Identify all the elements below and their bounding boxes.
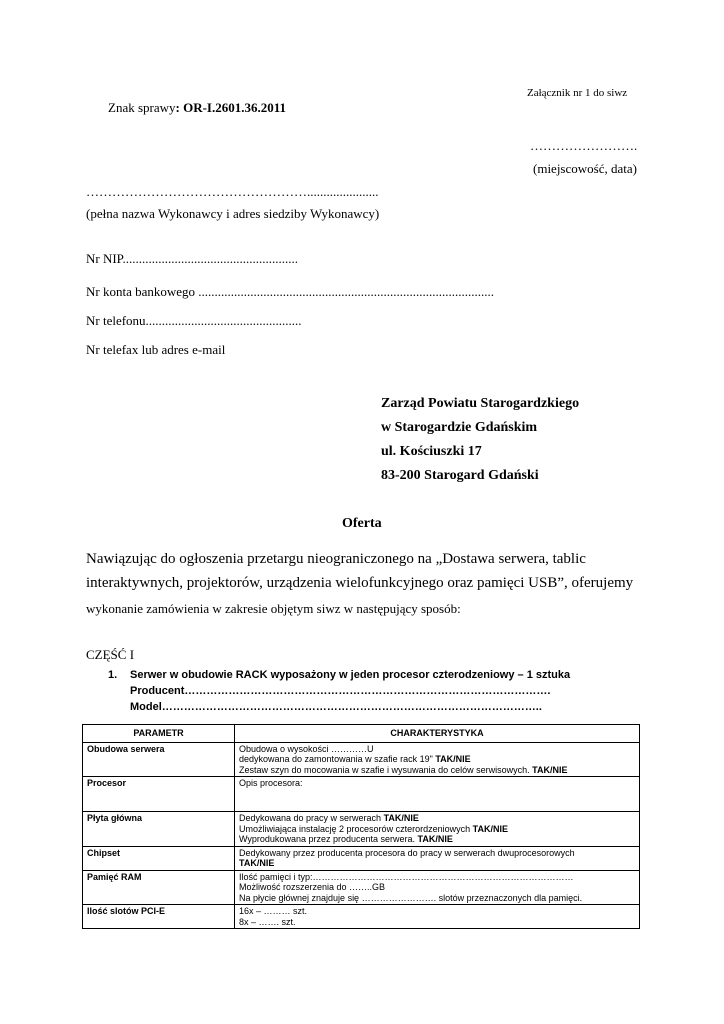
yes-no-flag: TAK/NIE [417, 834, 453, 844]
offer-title: Oferta [342, 516, 382, 531]
spec-line: Dedykowany przez producenta procesora do pracy w serwerach dwuprocesorowych [239, 847, 575, 858]
row-param-obudowa: Obudowa serwera [83, 742, 235, 777]
case-number-label: Znak sprawy [108, 100, 176, 115]
attachment-note: Załącznik nr 1 do siwz [527, 87, 628, 99]
table-row [83, 846, 640, 870]
model-field: Model………………………………………………………………………………………….. [130, 701, 542, 713]
spec-line: dedykowana do zamontowania w szafie rack 19" [239, 754, 436, 764]
yes-no-flag: TAK/NIE [532, 764, 568, 775]
recipient-line-1: Zarząd Powiatu Starogardzkiego [381, 396, 580, 411]
yes-no-flag: TAK/NIE [472, 823, 508, 834]
header-charakterystyka: CHARAKTERYSTYKA [235, 725, 640, 743]
nip-field: Nr NIP...................................................... [86, 251, 298, 266]
place-date-dots: ……………………. [530, 138, 638, 153]
table-row [83, 777, 640, 812]
item-title: Serwer w obudowie RACK wyposażony w jeden procesor czterodzeniowy – 1 sztuka [130, 669, 571, 681]
spec-line: Możliwość rozszerzenia do ……..GB [239, 882, 386, 892]
row-spec-obudowa [235, 742, 640, 777]
spec-line: Dedykowana do pracy w serwerach [239, 813, 384, 823]
row-spec-pcie [235, 905, 640, 929]
row-param-pcie: Ilość slotów PCI-E [83, 905, 235, 929]
table-row [83, 812, 640, 847]
spec-line: Ilość pamięci i typ:…………………………………………………………………………… [239, 871, 574, 882]
offer-intro-line-2: interaktywnych, projektorów, urządzenia wielofunkcyjnego oraz pamięci USB”, oferujemy [86, 575, 634, 591]
offer-intro-line-1: Nawiązując do ogłoszenia przetargu nieograniczonego na „Dostawa serwera, tablic [86, 551, 586, 567]
part-label: CZĘŚĆ I [86, 647, 135, 662]
row-param-ram: Pamięć RAM [83, 870, 235, 905]
row-param-chipset: Chipset [83, 846, 235, 870]
yes-no-flag: TAK/NIE [435, 754, 471, 764]
recipient-line-4: 83-200 Starogard Gdański [381, 468, 539, 483]
table-row [83, 905, 640, 929]
spec-line: Na płycie głównej znajduje się ……………………. slotów przeznaczonych dla pamięci. [239, 892, 583, 903]
recipient-line-2: w Starogardzie Gdańskim [381, 420, 538, 435]
spec-line: Wyprodukowana przez producenta serwera. [239, 834, 418, 844]
row-spec-chipset [235, 846, 640, 870]
table-row [83, 742, 640, 777]
row-param-plyta: Płyta główna [83, 812, 235, 847]
table-row [83, 870, 640, 905]
bank-account-field: Nr konta bankowego ........................................................................................... [86, 284, 495, 299]
offer-intro-line-3: wykonanie zamówienia w zakresie objętym siwz w następujący sposób: [86, 601, 461, 616]
recipient-line-3: ul. Kościuszki 17 [381, 444, 482, 459]
spec-line: 16x – ……… szt. [239, 906, 308, 916]
case-number-value: : OR-I.2601.36.2011 [175, 100, 287, 115]
item-number: 1. [108, 669, 118, 681]
spec-table [82, 724, 640, 929]
fax-email-field: Nr telefax lub adres e-mail [86, 342, 226, 357]
row-spec-plyta [235, 812, 640, 847]
spec-line: Zestaw szyn do mocowania w szafie i wysuwania do celów serwisowych. [239, 764, 533, 775]
row-spec-ram [235, 870, 640, 905]
row-spec-procesor [235, 777, 640, 812]
spec-line: Obudowa o wysokości …………U [239, 743, 374, 754]
producer-field: Producent………………………………………………………………………………………. [130, 685, 551, 697]
phone-field: Nr telefonu................................................ [86, 313, 302, 328]
contractor-name-label: (pełna nazwa Wykonawcy i adres siedziby Wykonawcy) [86, 206, 380, 221]
spec-line: Umożliwiająca instalację 2 procesorów czterordzeniowych [239, 823, 473, 834]
row-param-procesor: Procesor [83, 777, 235, 812]
case-number [108, 100, 286, 116]
contractor-name-dots: ……………………………………………...................... [86, 184, 379, 199]
yes-no-flag: TAK/NIE [239, 858, 275, 868]
spec-line: Opis procesora: [239, 778, 303, 788]
place-date-label: (miejscowość, data) [533, 161, 637, 176]
spec-line: 8x – ……. szt. [239, 916, 296, 927]
header-parametr: PARAMETR [83, 725, 235, 743]
yes-no-flag: TAK/NIE [383, 813, 419, 823]
